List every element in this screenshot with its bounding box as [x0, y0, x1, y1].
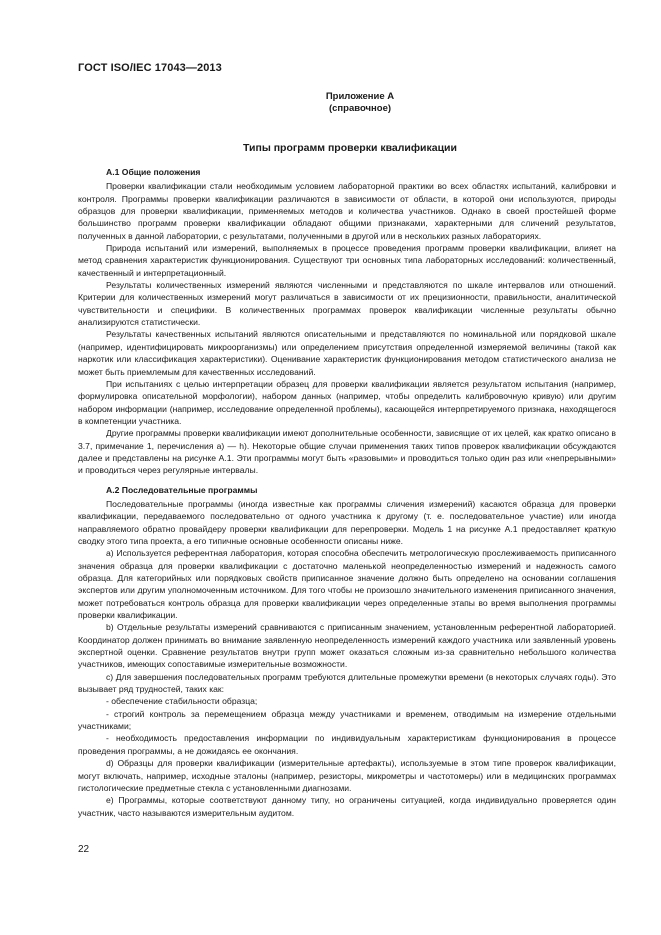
paragraph: Природа испытаний или измерений, выполняемых в процессе проведения программ проверки квалификации, влияет на метод сравнения характеристик функционирования. Существуют три основных типа лабораторных исследований: количественный, качественный и интерпретационный. [78, 243, 616, 278]
annex-label: Приложение А [325, 91, 395, 102]
page-number: 22 [78, 844, 90, 855]
annex-type: (справочное) [328, 103, 392, 114]
section-a1-heading: А.1 Общие положения [106, 167, 201, 177]
list-item: d) Образцы для проверки квалификации (измерительные артефакты), используемые в этом типе проверок квалификации, могут включать, например, исходные эталоны (например, резисторы, микрометры и частотомеры) или в медицинских программах гистологические предметные стекла с установленными диагнозами. [78, 758, 616, 793]
list-item: - необходимость предоставления информации по индивидуальным характеристикам функционирования в процессе проведения программы, а не дожидаясь ее окончания. [78, 733, 616, 756]
list-item: a) Используется референтная лаборатория, которая способна обеспечить метрологическую прослеживаемость приписанного значения образца для проверки квалификации с достаточно маленькой неопределенностью измерений и надежность самого образца. Для категорийных или порядковых свойств приписанное значение должно быть определено на основании соглашения экспертов или другим уполномоченным источником. Для того чтобы не произошло значительного изменения приписанного значения, может потребоваться контроль образца для проверки квалификации через определенные этапы во время выполнения программы проверки квалификации. [78, 548, 616, 621]
list-item: c) Для завершения последовательных программ требуются длительные промежутки времени (в некоторых случаях годы). Это вызывает ряд трудностей, таких как: [78, 671, 616, 695]
section-a2-heading: А.2 Последовательные программы [106, 484, 258, 495]
paragraph: Результаты количественных измерений являются численными и представляются по шкале интервалов или отношений. Критерии для количественных измерений могут различаться в зависимости от их прецизионности, правильности, аналитической чувствительности и специфики. В количественных программах проверок квалификации численные результаты обычно анализируются статистически. [78, 280, 616, 328]
paragraph: Результаты качественных испытаний являются описательными и представляются по номинальной или порядковой шкале (например, идентифицировать микроорганизмы) или определением присутствия определенной измеряемой величины (такой как наркотик или классификация характеристики). Оценивание характеристик функционирования методом статистического анализа не может быть приемлемым для качественных исследований. [78, 329, 616, 377]
list-item: b) Отдельные результаты измерений сравниваются с приписанным значением, установленным референтной лабораторией. Координатор должен принимать во внимание заявленную неопределенность измерений каждого участника или заявленный уровень экспертной оценки. Сравнение результатов внутри групп может оказаться сложным из-за сравнительно небольшого количества участников, имеющих сопоставимые измерительные возможности. [78, 622, 616, 670]
annex-title: Типы программ проверки квалификации [243, 142, 457, 154]
document-body [78, 166, 616, 819]
list-item: - обеспечение стабильности образца; [106, 696, 258, 707]
paragraph: Проверки квалификации стали необходимым условием лабораторной практики во всех областях испытаний, калибровки и контроля. Программы проверки квалификации различаются в зависимости от области, в которой они используются, природы образцов для проверки квалификации, применяемых методов и количества участников. Однако в своей простейшей форме большинство программ проверки квалификации обладают общими признаками, характерными для сличений результатов, полученных в данной лаборатории, с результатами, полученными в другой или в нескольких разных лабораториях. [78, 181, 616, 241]
standard-header: ГОСТ ISO/IEC 17043—2013 [78, 62, 222, 74]
list-item: - строгий контроль за перемещением образца между участниками и временем, отводимым на измерение отдельными участниками; [78, 708, 616, 732]
list-item: e) Программы, которые соответствуют данному типу, но ограничены ситуацией, когда индивидуально проверяется один участник, часто называются измерительным аудитом. [78, 795, 616, 818]
paragraph: Другие программы проверки квалификации имеют дополнительные особенности, зависящие от их целей, как кратко описано в 3.7, примечание 1, перечисления а) — h). Некоторые общие случаи применения таких типов проверок квалификации обсуждаются далее и представлены на рисунке А.1. Эти программы могут быть «разовыми» и проводиться только один раз или «непрерывными» и проводиться через регулярные интервалы. [78, 428, 616, 476]
paragraph: При испытаниях с целью интерпретации образец для проверки квалификации является результатом испытания (например, формулировка описательной морфологии), набором данных (например, чтобы определить калибровочную кривую) или другим набором информации (например, исследование определенной проблемы), касающейся интерпретируемого признака, находящегося в компетенции участника. [78, 378, 616, 426]
annex-label-block [300, 91, 420, 115]
paragraph: Последовательные программы (иногда известные как программы сличения измерений) касаются образца для проверки квалификации, передаваемого последовательно от одного участника к другому (т. е. последовательное участие) или иногда направляемого обратно провайдеру проверки квалификации для перепроверки. Модель 1 на рисунке А.1 предоставляет краткую сводку этого типа проекта, а его типичные основные особенности описаны ниже. [78, 498, 616, 546]
